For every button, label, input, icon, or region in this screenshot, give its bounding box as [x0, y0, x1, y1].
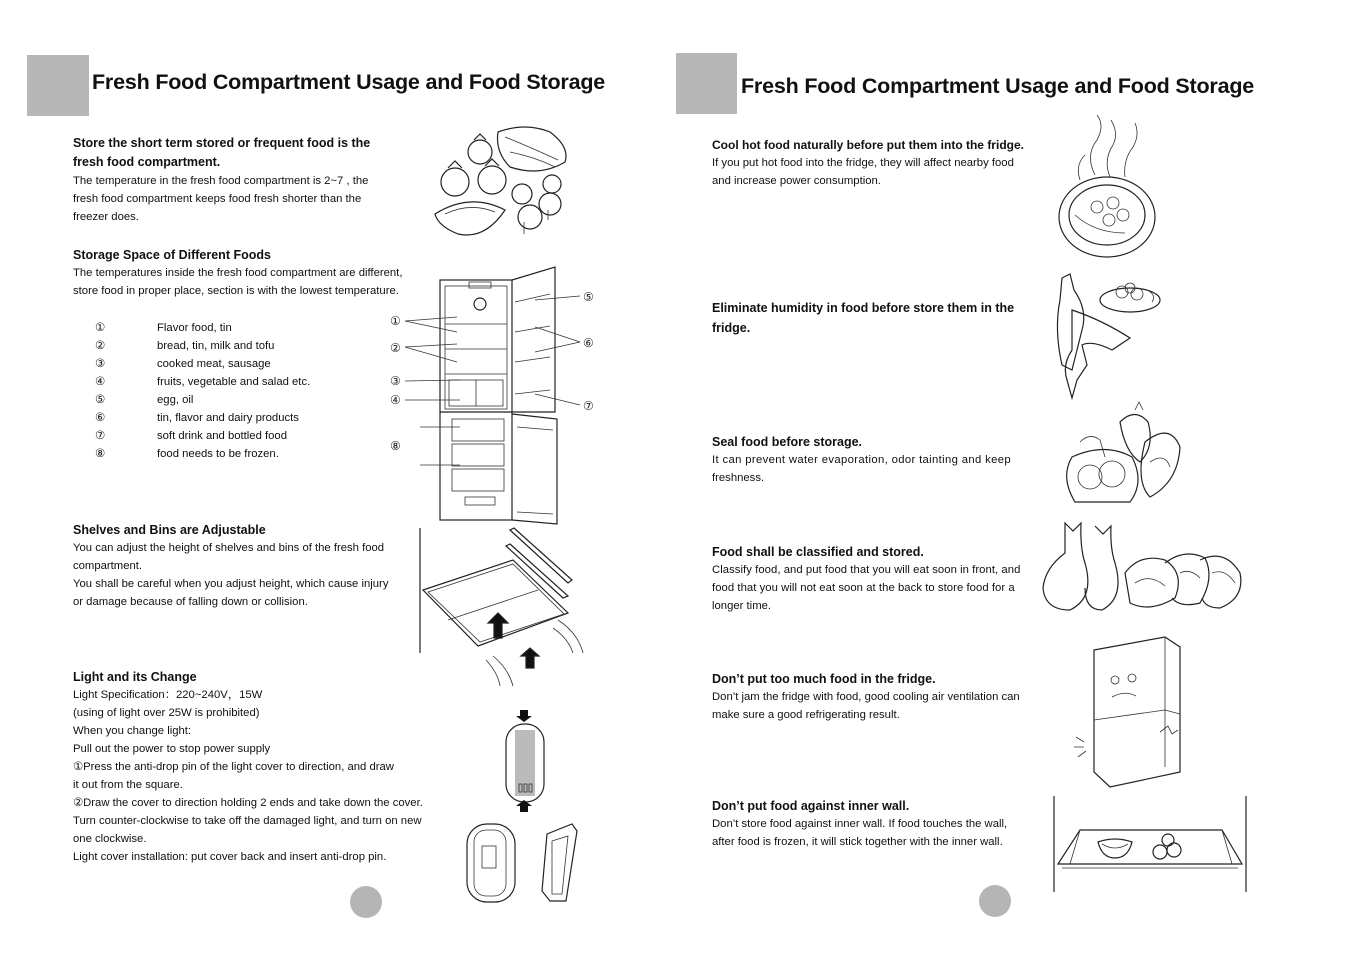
- body-line: longer time.: [712, 600, 772, 612]
- drying-food-illustration: [1052, 270, 1167, 400]
- section-heading: Shelves and Bins are Adjustable: [73, 523, 266, 537]
- body-line: ①Press the anti-drop pin of the light cover to direction, and draw: [73, 761, 394, 773]
- diagram-marker: ⑥: [583, 336, 594, 350]
- tip-cool-hot-food: [712, 136, 1034, 190]
- body-line: The temperature in the fresh food compartment is 2~7 , the: [73, 175, 369, 187]
- body-line: one clockwise.: [73, 833, 147, 845]
- legend-item: [95, 355, 310, 373]
- body-line: Classify food, and put food that you will eat soon in front, and: [712, 564, 1021, 576]
- body-line: after food is frozen, it will stick together with the inner wall.: [712, 836, 1003, 848]
- legend-number: ②: [95, 340, 106, 352]
- body-line: make sure a good refrigerating result.: [712, 709, 900, 721]
- adjustable-shelf-illustration: [418, 528, 593, 688]
- legend-number: ⑤: [95, 394, 106, 406]
- body-line: You can adjust the height of shelves and bins of the fresh food: [73, 542, 385, 554]
- right-header-box: [676, 53, 737, 114]
- legend-item: [95, 445, 310, 463]
- right-page-number-circle: [979, 885, 1011, 917]
- classified-food-illustration: [1040, 518, 1245, 613]
- legend-number: ⑦: [95, 430, 106, 442]
- legend-number: ①: [95, 322, 106, 334]
- tip-not-against-wall: [712, 797, 1034, 851]
- tip-heading-line: fridge.: [712, 321, 751, 335]
- legend-item: [95, 391, 310, 409]
- tip-heading: Seal food before storage.: [712, 435, 863, 449]
- section-light-change: [73, 668, 453, 866]
- tip-seal-food: [712, 433, 1034, 487]
- body-line: compartment.: [73, 560, 143, 572]
- right-page-title: Fresh Food Compartment Usage and Food Storage: [741, 74, 1255, 98]
- legend-number: ④: [95, 376, 106, 388]
- section-heading-line: fresh food compartment.: [73, 155, 221, 169]
- body-line: it out from the square.: [73, 779, 183, 791]
- legend-text: fruits, vegetable and salad etc.: [157, 376, 311, 388]
- diagram-marker: ②: [390, 341, 401, 355]
- body-line: Don’t jam the fridge with food, good cooling air ventilation can: [712, 691, 1020, 703]
- body-line: freshness.: [712, 472, 765, 484]
- sealed-food-bags-illustration: [1050, 402, 1185, 510]
- body-line: fresh food compartment keeps food fresh shorter than the: [73, 193, 362, 205]
- legend-number: ③: [95, 358, 106, 370]
- section-shelves-bins: [73, 521, 418, 611]
- legend-number: ⑥: [95, 412, 106, 424]
- fresh-food-illustration: [430, 122, 580, 240]
- body-line: store food in proper place, section is with the lowest temperature.: [73, 285, 399, 297]
- diagram-marker: ④: [390, 393, 401, 407]
- legend-text: soft drink and bottled food: [157, 430, 288, 442]
- tip-classify-food: [712, 543, 1034, 615]
- section-short-term-storage: [73, 134, 423, 226]
- body-line: It can prevent water evaporation, odor tainting and keep: [712, 454, 1012, 466]
- fridge-compartment-diagram: [385, 262, 605, 527]
- legend-text: Flavor food, tin: [157, 322, 232, 334]
- section-heading-line: Store the short term stored or frequent food is the: [73, 136, 371, 150]
- legend-item: [95, 427, 310, 445]
- body-line: or damage because of falling down or collision.: [73, 596, 308, 608]
- legend-text: bread, tin, milk and tofu: [157, 340, 275, 352]
- left-header-box: [27, 55, 89, 116]
- diagram-marker: ⑧: [390, 439, 401, 453]
- legend-text: cooked meat, sausage: [157, 358, 271, 370]
- inner-wall-shelf-illustration: [1050, 792, 1250, 894]
- tip-heading: Don’t put too much food in the fridge.: [712, 672, 936, 686]
- body-line: Turn counter-clockwise to take off the damaged light, and turn on new: [73, 815, 422, 827]
- diagram-marker: ⑦: [583, 399, 594, 413]
- left-page-number-circle: [350, 886, 382, 918]
- legend-text: food needs to be frozen.: [157, 448, 279, 460]
- legend-item: [95, 319, 310, 337]
- body-line: Don’t store food against inner wall. If food touches the wall,: [712, 818, 1008, 830]
- overloaded-fridge-illustration: [1070, 632, 1185, 792]
- tip-not-too-much-food: [712, 670, 1034, 724]
- body-line: You shall be careful when you adjust height, which cause injury: [73, 578, 389, 590]
- body-line: The temperatures inside the fresh food compartment are different,: [73, 267, 403, 279]
- body-line: food that you will not eat soon at the back to store food for a: [712, 582, 1015, 594]
- body-line: If you put hot food into the fridge, they will affect nearby food: [712, 157, 1014, 169]
- body-line: Light cover installation: put cover back and insert anti-drop pin.: [73, 851, 387, 863]
- legend-item: [95, 409, 310, 427]
- diagram-marker: ①: [390, 314, 401, 328]
- body-line: (using of light over 25W is prohibited): [73, 707, 260, 719]
- legend-text: tin, flavor and dairy products: [157, 412, 299, 424]
- body-line: freezer does.: [73, 211, 139, 223]
- tip-eliminate-humidity: [712, 298, 1034, 338]
- legend-number: ⑧: [95, 448, 106, 460]
- left-page-title: Fresh Food Compartment Usage and Food Storage: [92, 70, 606, 94]
- tip-heading-line: Eliminate humidity in food before store them in the: [712, 301, 1015, 315]
- body-line: ②Draw the cover to direction holding 2 ends and take down the cover.: [73, 797, 423, 809]
- tip-heading: Food shall be classified and stored.: [712, 545, 924, 559]
- diagram-marker: ⑤: [583, 290, 594, 304]
- body-line: When you change light:: [73, 725, 192, 737]
- storage-legend-list: [95, 319, 310, 463]
- diagram-marker: ③: [390, 374, 401, 388]
- light-cover-illustration: [462, 706, 587, 906]
- hot-food-bowl-illustration: [1055, 115, 1160, 265]
- tip-heading: Don’t put food against inner wall.: [712, 799, 910, 813]
- section-heading: Light and its Change: [73, 670, 197, 684]
- section-heading: Storage Space of Different Foods: [73, 248, 271, 262]
- tip-heading: Cool hot food naturally before put them into the fridge.: [712, 138, 1024, 152]
- body-line: Pull out the power to stop power supply: [73, 743, 271, 755]
- body-line: Light Specification：220~240V，15W: [73, 689, 263, 701]
- body-line: and increase power consumption.: [712, 175, 881, 187]
- legend-text: egg, oil: [157, 394, 194, 406]
- legend-item: [95, 373, 310, 391]
- legend-item: [95, 337, 310, 355]
